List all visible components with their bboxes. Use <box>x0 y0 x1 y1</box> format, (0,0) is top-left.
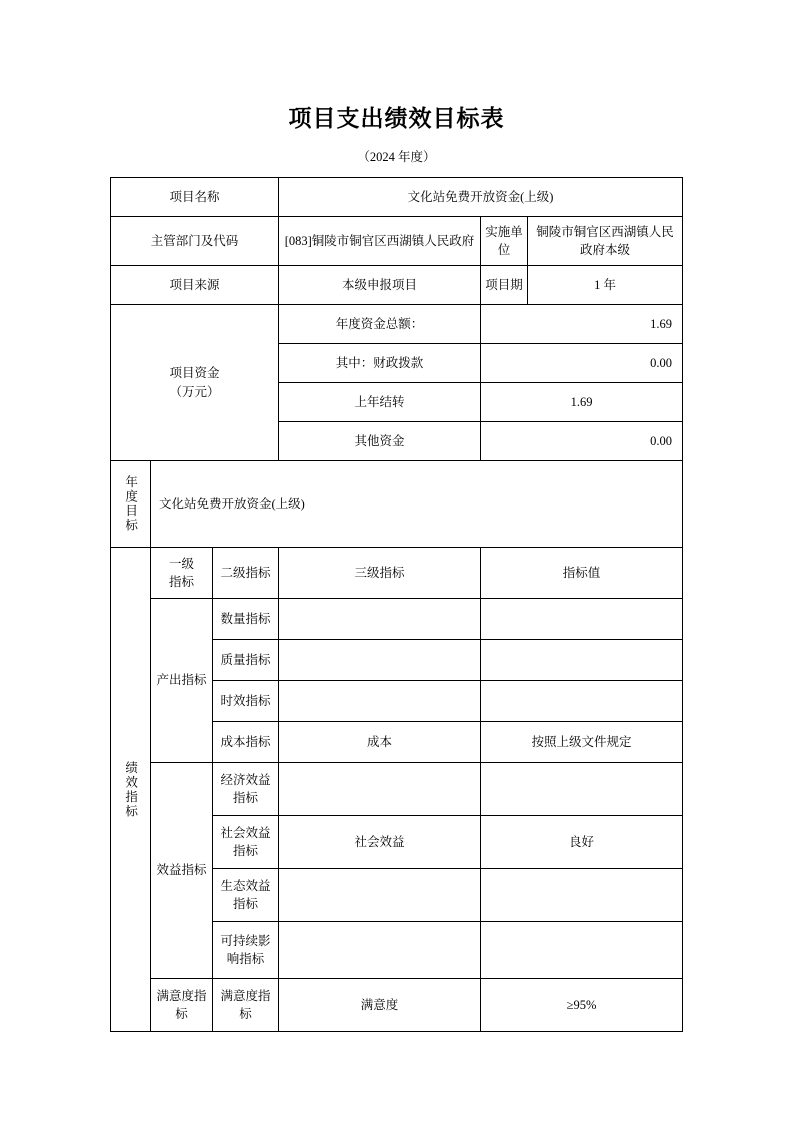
label-performance-indicator-text: 绩效指标 <box>123 760 138 819</box>
cell-level3: 满意度 <box>279 979 481 1032</box>
label-project-period: 项目期 <box>481 266 528 305</box>
table-row-output-quantity <box>110 599 682 640</box>
cell-level3: 社会效益 <box>279 816 481 869</box>
cell-value: 良好 <box>481 816 683 869</box>
cell-value <box>481 599 683 640</box>
table-row-annual-target <box>110 461 682 548</box>
cell-level3 <box>279 599 481 640</box>
cell-level2: 成本指标 <box>212 722 278 763</box>
cell-level3: 成本 <box>279 722 481 763</box>
table-row-competent-dept <box>110 217 682 266</box>
label-annual-target <box>110 461 150 548</box>
header-level1-line1: 一级 <box>168 556 194 571</box>
cell-level2: 时效指标 <box>212 681 278 722</box>
cell-level3 <box>279 640 481 681</box>
cell-value <box>481 869 683 922</box>
value-project-period: 1 年 <box>528 266 683 305</box>
cell-level2: 质量指标 <box>212 640 278 681</box>
page-title: 项目支出绩效目标表 <box>288 106 505 131</box>
group-label-benefit: 效益指标 <box>150 763 212 979</box>
page-subtitle: （2024 年度） <box>357 150 436 164</box>
cell-level2: 社会效益指标 <box>212 816 278 869</box>
cell-value <box>481 763 683 816</box>
label-project-funds-line1: 项目资金 <box>169 366 220 381</box>
group-label-output: 产出指标 <box>150 599 212 763</box>
cell-level2: 数量指标 <box>212 599 278 640</box>
label-competent-dept: 主管部门及代码 <box>110 217 278 266</box>
cell-level2: 生态效益指标 <box>212 869 278 922</box>
header-level1-line2: 指标 <box>168 575 194 589</box>
label-carryover: 上年结转 <box>279 383 481 422</box>
value-annual-target: 文化站免费开放资金(上级) <box>150 461 682 548</box>
table-row-project-source <box>110 266 682 305</box>
cell-level2: 满意度指标 <box>212 979 278 1032</box>
value-annual-total: 1.69 <box>481 305 683 344</box>
cell-level3 <box>279 869 481 922</box>
label-project-source: 项目来源 <box>110 266 278 305</box>
value-fiscal-appropriation: 0.00 <box>481 344 683 383</box>
cell-value: 按照上级文件规定 <box>481 722 683 763</box>
label-other-funds: 其他资金 <box>279 422 481 461</box>
cell-value <box>481 681 683 722</box>
performance-target-table <box>110 177 683 1032</box>
table-row-benefit-economic <box>110 763 682 816</box>
value-project-name: 文化站免费开放资金(上级) <box>279 178 683 217</box>
header-level3: 三级指标 <box>279 548 481 599</box>
cell-level3 <box>279 681 481 722</box>
cell-value <box>481 922 683 979</box>
cell-value <box>481 640 683 681</box>
cell-level3 <box>279 922 481 979</box>
label-annual-target-text: 年度目标 <box>123 475 138 533</box>
label-implementing-unit: 实施单位 <box>481 217 528 266</box>
value-competent-dept: [083]铜陵市铜官区西湖镇人民政府 <box>279 217 481 266</box>
value-project-source: 本级申报项目 <box>279 266 481 305</box>
value-carryover: 1.69 <box>481 383 683 422</box>
cell-level2: 可持续影响指标 <box>212 922 278 979</box>
table-row-satisfaction <box>110 979 682 1032</box>
label-annual-total: 年度资金总额： <box>279 305 481 344</box>
header-indicator-value: 指标值 <box>481 548 683 599</box>
value-implementing-unit: 铜陵市铜官区西湖镇人民政府本级 <box>528 217 683 266</box>
label-fiscal-appropriation: 其中：财政拨款 <box>279 344 481 383</box>
label-project-name: 项目名称 <box>110 178 278 217</box>
table-row-indicator-header <box>110 548 682 599</box>
table-row-annual-total <box>110 305 682 344</box>
value-other-funds: 0.00 <box>481 422 683 461</box>
label-performance-indicator <box>110 548 150 1032</box>
cell-level2: 经济效益指标 <box>212 763 278 816</box>
cell-level3 <box>279 763 481 816</box>
header-level1 <box>150 548 212 599</box>
header-level2: 二级指标 <box>212 548 278 599</box>
label-project-funds-line2: （万元） <box>169 384 220 399</box>
label-project-funds <box>110 305 278 461</box>
cell-value: ≥95% <box>481 979 683 1032</box>
group-label-satisfaction: 满意度指标 <box>150 979 212 1032</box>
table-row-project-name <box>110 178 682 217</box>
